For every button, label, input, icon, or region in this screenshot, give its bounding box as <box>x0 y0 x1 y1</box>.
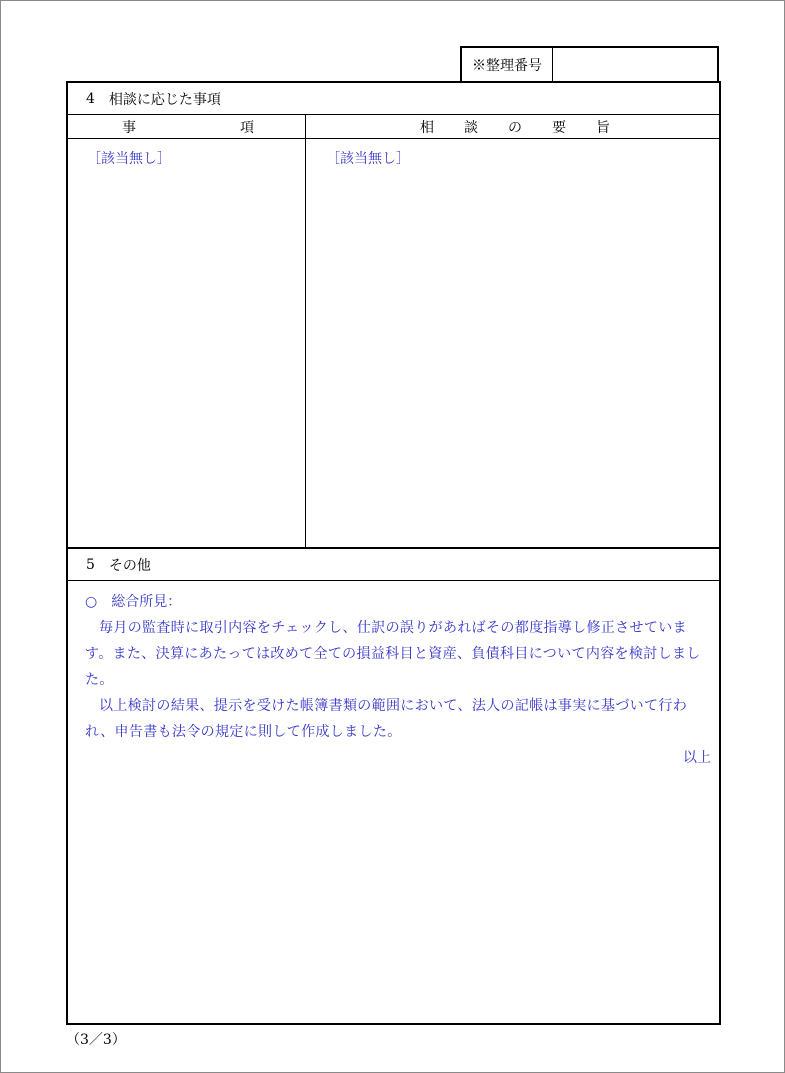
section-4-number: 4 <box>86 90 95 107</box>
reference-number-label: ※整理番号 <box>462 48 553 81</box>
column-header-summary-char-5: 旨 <box>596 119 610 136</box>
section-4-header <box>68 83 719 115</box>
reference-number-box <box>460 46 719 81</box>
column-header-summary-char-4: 要 <box>552 119 566 136</box>
page-number: （3／3） <box>66 1032 126 1048</box>
section-4-column-header <box>68 115 719 139</box>
section-5-body <box>68 581 719 771</box>
column-header-summary-char-2: 談 <box>464 119 478 136</box>
matter-text: ［該当無し］ <box>87 151 171 167</box>
column-header-matter-char-1: 事 <box>122 119 136 136</box>
summary-text: ［該当無し］ <box>326 151 410 167</box>
circle-bullet-icon: ○ <box>85 594 98 610</box>
form-frame <box>66 81 721 1025</box>
overall-findings-label: 総合所見： <box>111 594 182 610</box>
column-header-summary <box>306 115 719 138</box>
column-header-summary-char-1: 相 <box>420 119 434 136</box>
matter-cell <box>68 139 306 547</box>
column-header-matter <box>68 115 306 138</box>
reference-number-value <box>553 48 717 81</box>
section-5-header <box>68 549 719 581</box>
overall-findings-heading <box>85 589 711 615</box>
column-header-matter-char-2: 項 <box>240 119 254 136</box>
findings-paragraph-2: 以上検討の結果、提示を受けた帳簿書類の範囲において、法人の記帳は事実に基づいて行われ、申告書も法令の規定に則して作成しました。 <box>85 698 688 740</box>
section-5-number: 5 <box>86 556 95 573</box>
section-5-title: その他 <box>108 557 151 574</box>
findings-paragraph-1: 毎月の監査時に取引内容をチェックし、仕訳の誤りがあればその都度指導し修正させています。また、決算にあたっては改めて全ての損益科目と資産、負債科目について内容を検討しました。 <box>85 620 701 688</box>
closing-remark: 以上 <box>683 750 711 766</box>
summary-cell <box>306 139 719 547</box>
column-header-summary-char-3: の <box>508 119 522 136</box>
section-4-title: 相談に応じた事項 <box>108 91 221 108</box>
section-4-body <box>68 139 719 549</box>
